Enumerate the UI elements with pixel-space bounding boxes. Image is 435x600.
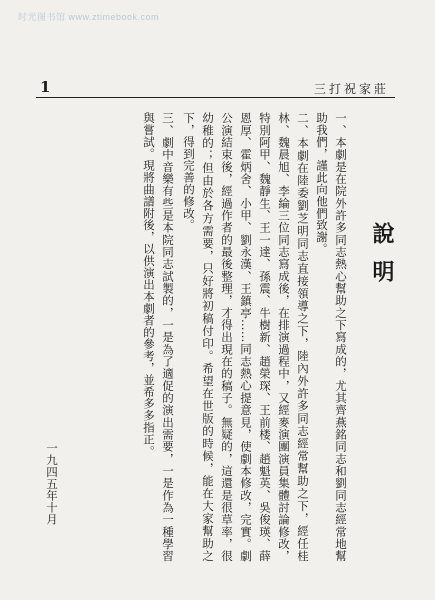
date-line: 一九四五年十月 <box>45 442 59 526</box>
watermark: 时光图书馆 www.ztimebook.com <box>18 12 160 22</box>
page-number: 1 <box>40 78 51 96</box>
paragraph-2: 二、本劇在陸委劉芝明同志直接領導之下，陸內外許多同志經常幫助之下，經任桂林、魏晨旭、李綸三位同志寫成後，在排演過程中，又經麥演團演員集體討論修改，特別阿甲、魏靜生、王一達、孫震、牛樹新、趙榮琛、王前楼、趙魁英、吳俊瑛、薛恩厚、霍炳舍、小甲、劉永漢、王鎮亭……同志熱心提意見，使劇本修改，完實。劇公演結束後，經過作者的最後整理，才得出現在的稿子。無疑的，這還是很草率，很幼稚的；但由於各方需要，只好將初稿付印。希望在世版的時候，能在大家幫助之下，得到完善的修改。 <box>182 112 310 562</box>
header-divider <box>36 97 395 98</box>
running-header-title: 三打祝家莊 <box>313 82 389 96</box>
paragraph-3: 三、劇中音樂有些是本院同志試製的，一是為了適促的演出需要，一是作為一種學習與嘗試。現將曲譜附後，以供演出本劇者的參考，並希多多指正。 <box>142 112 175 562</box>
paragraph-1: 一、本劇是在院外許多同志熱心幫助之下寫成的，尤其齊燕銘同志和劉同志經常地幫助我們，謹此向他們致謝。 <box>315 112 348 562</box>
page-title: 說明 <box>369 222 395 298</box>
body-text <box>137 112 397 562</box>
